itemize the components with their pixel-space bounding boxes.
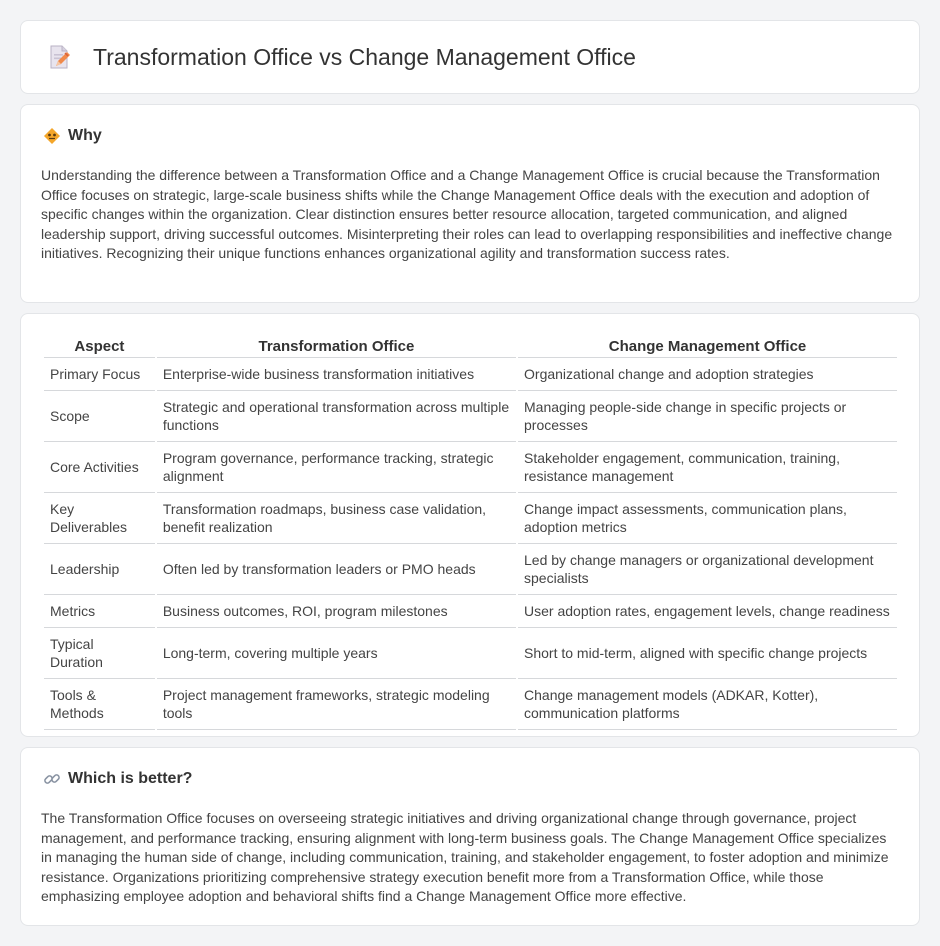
better-heading-row: [43, 770, 192, 788]
table-cell-aspect: Typical Duration: [44, 628, 155, 679]
table-cell-transformation-office: Transformation roadmaps, business case validation, benefit realization: [157, 493, 516, 544]
comparison-section: [20, 313, 920, 737]
which-is-better-section: [20, 747, 920, 926]
link-icon: [43, 770, 61, 788]
column-header-transformation-office: Transformation Office: [157, 335, 516, 358]
table-row: [44, 628, 897, 679]
why-section: [20, 104, 920, 303]
table-cell-transformation-office: Project management frameworks, strategic modeling tools: [157, 679, 516, 730]
better-heading: Which is better?: [68, 770, 193, 787]
table-cell-aspect: Key Deliverables: [44, 493, 155, 544]
table-cell-transformation-office: Long-term, covering multiple years: [157, 628, 516, 679]
table-cell-transformation-office: Strategic and operational transformation across multiple functions: [157, 391, 516, 442]
table-cell-change-management-office: Change impact assessments, communication plans, adoption metrics: [518, 493, 897, 544]
table-cell-aspect: Tools & Methods: [44, 679, 155, 730]
table-cell-transformation-office: Enterprise-wide business transformation initiatives: [157, 358, 516, 391]
table-cell-change-management-office: Led by change managers or organizational development specialists: [518, 544, 897, 595]
table-cell-transformation-office: Program governance, performance tracking, strategic alignment: [157, 442, 516, 493]
table-cell-transformation-office: Business outcomes, ROI, program milestones: [157, 595, 516, 628]
table-cell-aspect: Leadership: [44, 544, 155, 595]
table-row: [44, 493, 897, 544]
table-header-row: [44, 335, 897, 358]
table-row: [44, 679, 897, 730]
table-cell-aspect: Scope: [44, 391, 155, 442]
title-row: [45, 43, 636, 71]
why-heading: Why: [68, 127, 102, 144]
title-card: [20, 20, 920, 94]
table-cell-transformation-office: Often led by transformation leaders or PMO heads: [157, 544, 516, 595]
diamond-sign-icon: [43, 127, 61, 145]
table-cell-change-management-office: User adoption rates, engagement levels, change readiness: [518, 595, 897, 628]
table-cell-change-management-office: Short to mid-term, aligned with specific change projects: [518, 628, 897, 679]
table-row: [44, 391, 897, 442]
page-title: Transformation Office vs Change Management Office: [93, 43, 636, 70]
table-cell-change-management-office: Change management models (ADKAR, Kotter), communication platforms: [518, 679, 897, 730]
table-cell-change-management-office: Stakeholder engagement, communication, training, resistance management: [518, 442, 897, 493]
why-heading-row: [43, 127, 102, 145]
table-row: [44, 544, 897, 595]
table-row: [44, 595, 897, 628]
table-cell-change-management-office: Managing people-side change in specific projects or processes: [518, 391, 897, 442]
comparison-table: [42, 335, 899, 730]
column-header-aspect: Aspect: [44, 335, 155, 358]
table-row: [44, 442, 897, 493]
column-header-change-management-office: Change Management Office: [518, 335, 897, 358]
table-cell-aspect: Metrics: [44, 595, 155, 628]
table-cell-aspect: Core Activities: [44, 442, 155, 493]
table-cell-change-management-office: Organizational change and adoption strategies: [518, 358, 897, 391]
why-paragraph: Understanding the difference between a Transformation Office and a Change Management Office is crucial because the Transformation Office focuses on strategic, large-scale business shifts while the Change Management Office deals with the execution and adoption of specific changes within the organization. Clear distinction ensures better resource allocation, targeted communication, and aligned leadership support, driving successful outcomes. Misinterpreting their roles can lead to overlapping responsibilities and ineffective change initiatives. Recognizing their unique functions enhances organizational agility and transformation success rates.: [41, 167, 893, 262]
document-pencil-icon: [45, 43, 73, 71]
better-paragraph: The Transformation Office focuses on overseeing strategic initiatives and driving organizational change through governance, project management, and performance tracking, ensuring alignment with long-term business goals. The Change Management Office specializes in managing the human side of change, including communication, training, and stakeholder engagement, to foster adoption and minimize resistance. Organizations prioritizing comprehensive strategy execution benefit more from a Transformation Office, while those emphasizing employee adoption and behavioral shifts find a Change Management Office more effective.: [41, 810, 889, 905]
table-row: [44, 358, 897, 391]
table-cell-aspect: Primary Focus: [44, 358, 155, 391]
